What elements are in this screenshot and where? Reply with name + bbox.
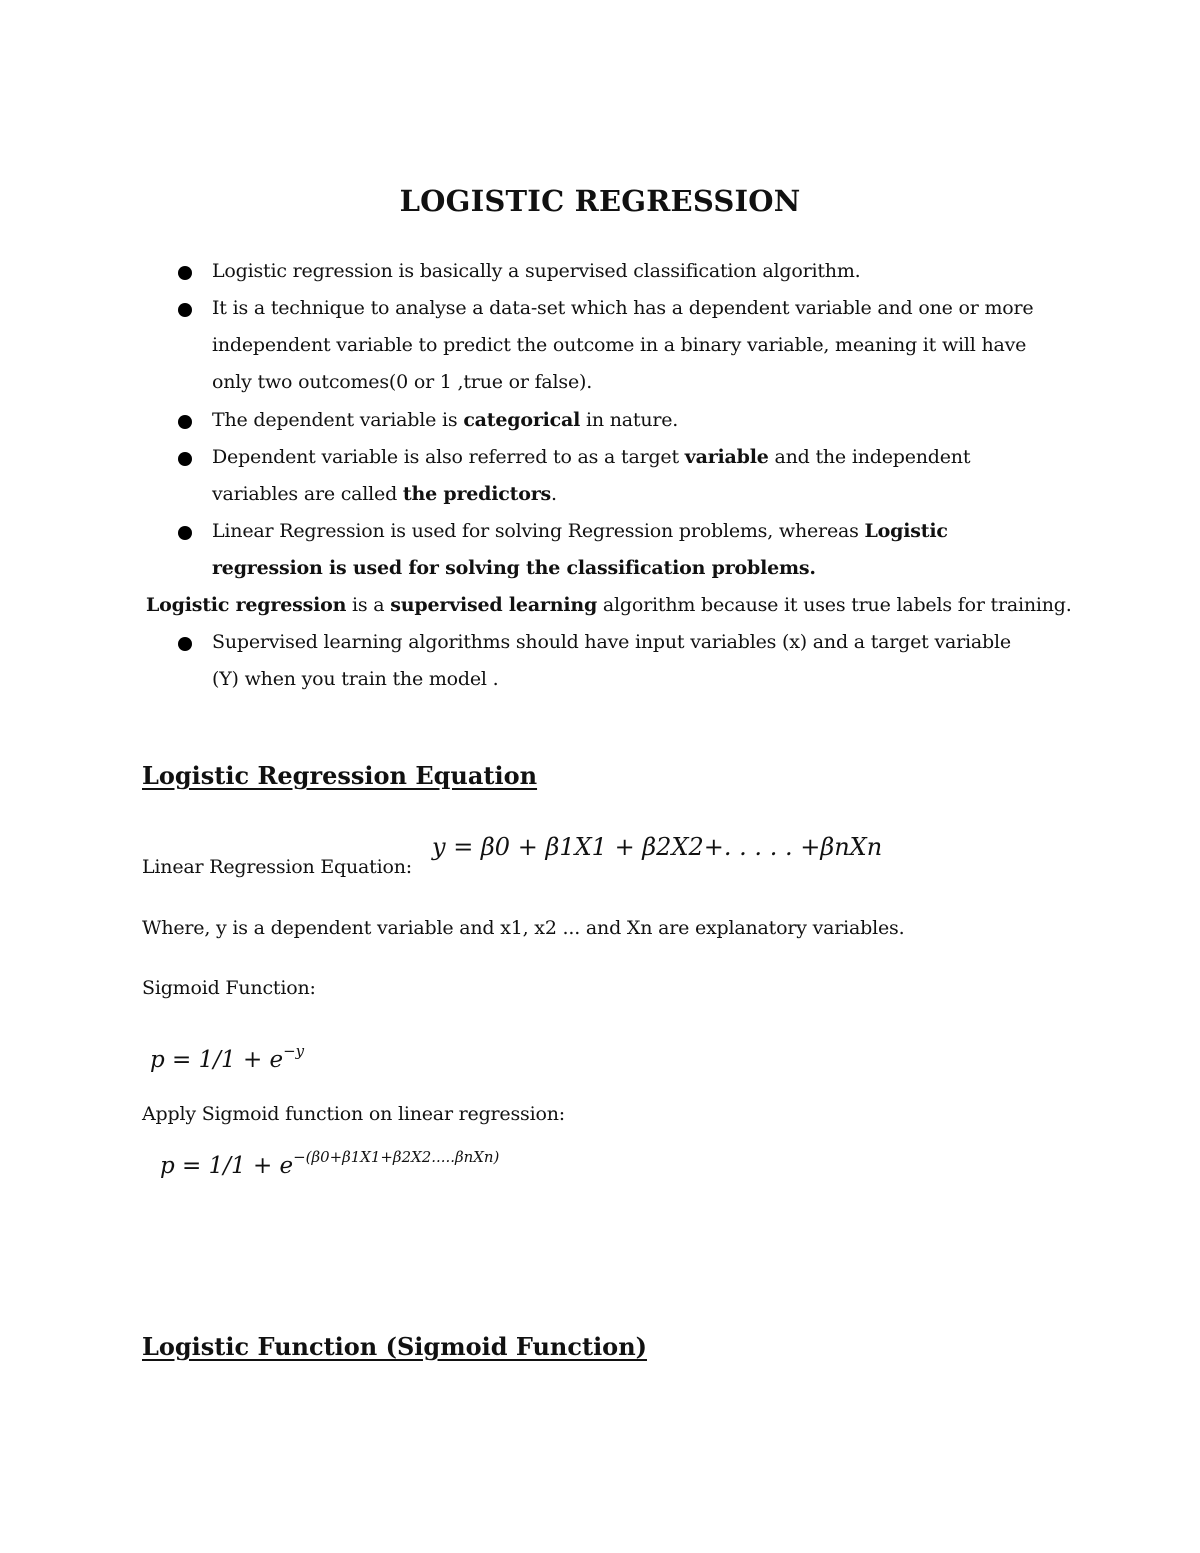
sigmoid-equation-base: p = 1/1 + e: [150, 1047, 284, 1073]
section-heading-equation: Logistic Regression Equation: [142, 761, 538, 790]
apply-equation: [160, 1147, 500, 1179]
paragraph-bold-1: Logistic regression: [146, 594, 347, 616]
bullet-4-line-1: [212, 439, 970, 476]
bullet-3-bold: categorical: [463, 409, 581, 431]
page-title: LOGISTIC REGRESSION: [399, 184, 801, 218]
bullet-6-line-1: Supervised learning algorithms should have input variables (x) and a target variable: [212, 631, 1011, 653]
bullet-4-bold: variable: [684, 446, 769, 468]
linear-equation-label: Linear Regression Equation:: [142, 856, 412, 878]
apply-label: Apply Sigmoid function on linear regression:: [142, 1103, 565, 1125]
bullet-4-text: Dependent variable is also referred to as a target: [212, 446, 685, 468]
bullet-2-line-2: independent variable to predict the outcome in a binary variable, meaning it will have: [212, 334, 1027, 356]
bullet-4-line-2-text: variables are called: [212, 483, 403, 505]
bullet-dot: [178, 637, 192, 651]
sigmoid-equation-exponent: −y: [283, 1041, 305, 1060]
bullet-dot: [178, 452, 192, 466]
bullet-5-text: Linear Regression is used for solving Regression problems, whereas: [212, 520, 865, 542]
where-text: Where, y is a dependent variable and x1, x2 ... and Xn are explanatory variables.: [142, 917, 905, 939]
bullet-2-line-1: It is a technique to analyse a data-set which has a dependent variable and one or more: [212, 297, 1034, 319]
bullet-dot: [178, 303, 192, 317]
apply-equation-exponent: −(β0+β1X1+β2X2.....βnXn): [293, 1147, 500, 1166]
bullet-5-bold: Logistic: [864, 520, 948, 542]
section-heading-logistic-function: Logistic Function (Sigmoid Function): [142, 1332, 647, 1361]
bullet-dot: [178, 526, 192, 540]
sigmoid-label: Sigmoid Function:: [142, 977, 316, 999]
bullet-4-text-end: and the independent: [768, 446, 971, 468]
bullet-3-line-1: [212, 402, 678, 439]
bullet-2-line-3: only two outcomes(0 or 1 ,true or false).: [212, 371, 593, 393]
bullet-1-line-1: Logistic regression is basically a supervised classification algorithm.: [212, 260, 861, 282]
paragraph-text-end: algorithm because it uses true labels for training.: [597, 594, 1072, 616]
bullet-4-line-2: [212, 476, 557, 513]
bullet-4-line-2-end: .: [551, 483, 557, 505]
bullet-3-text: The dependent variable is: [212, 409, 464, 431]
linear-equation: y = β0 + β1X1 + β2X2+. . . . . +βnXn: [432, 833, 883, 861]
bullet-6-line-2: (Y) when you train the model .: [212, 668, 499, 690]
apply-equation-base: p = 1/1 + e: [160, 1153, 294, 1179]
bullet-3-text-end: in nature.: [580, 409, 679, 431]
bullet-dot: [178, 415, 192, 429]
bullet-dot: [178, 266, 192, 280]
bullet-4-line-2-bold: the predictors: [402, 483, 551, 505]
paragraph-text: is a: [346, 594, 391, 616]
bullet-5-line-1: [212, 513, 948, 550]
paragraph-bold-2: supervised learning: [390, 594, 598, 616]
bullet-5-line-2: [212, 550, 816, 587]
supervised-paragraph: [146, 587, 1072, 624]
sigmoid-equation: [150, 1041, 305, 1073]
bullet-5-line-2-bold: regression is used for solving the classification problems.: [212, 557, 816, 579]
